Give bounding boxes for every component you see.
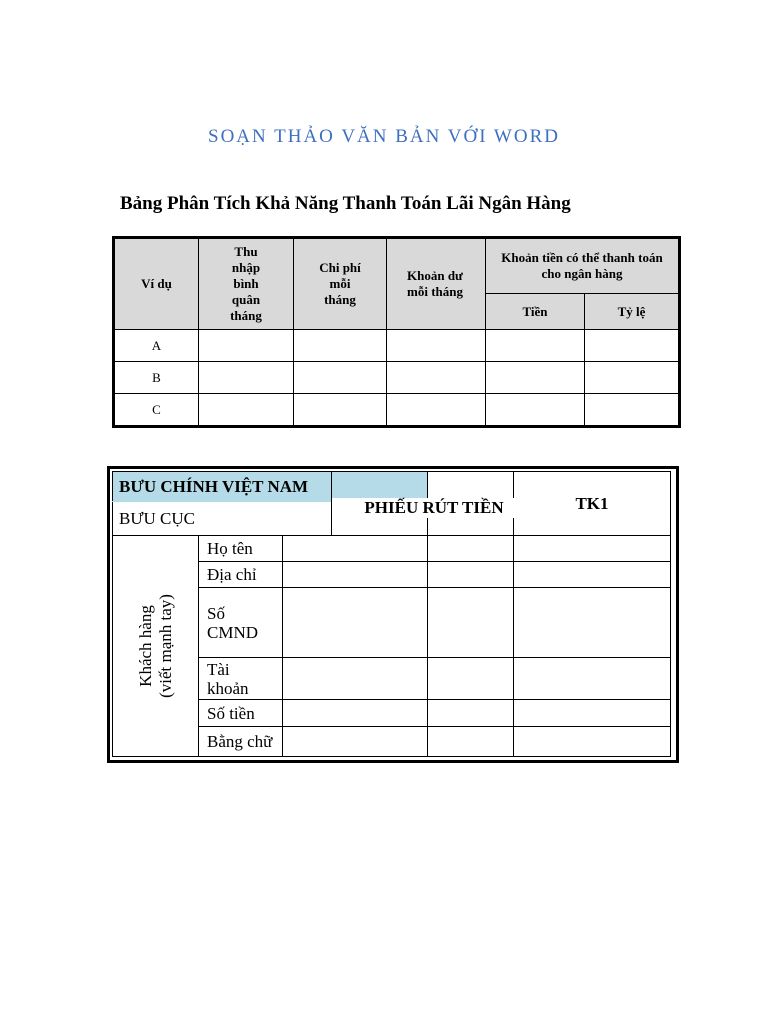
field-address-label: Địa chỉ (199, 562, 283, 588)
table-row (114, 330, 680, 362)
field-id-label: Số CMND (199, 588, 283, 658)
field-words-label: Bằng chữ (199, 727, 283, 757)
analysis-table (112, 236, 681, 428)
customer-side-label (113, 536, 199, 757)
page-header: SOẠN THẢO VĂN BẢN VỚI WORD (208, 126, 560, 147)
field-amount-label: Số tiền (199, 700, 283, 727)
id-input-3[interactable] (514, 588, 671, 658)
cell[interactable] (199, 362, 294, 394)
table-title: Bảng Phân Tích Khả Năng Thanh Toán Lãi Ngân Hàng (120, 193, 571, 214)
amount-input[interactable] (283, 700, 428, 727)
amount-words-input-3[interactable] (514, 727, 671, 757)
id-input-2[interactable] (428, 588, 514, 658)
amount-input-2[interactable] (428, 700, 514, 727)
cell[interactable] (387, 330, 486, 362)
header-surplus: Khoản dư mỗi tháng (387, 238, 486, 330)
cell[interactable] (486, 362, 585, 394)
form-title: PHIẾU RÚT TIỀN (332, 498, 536, 518)
name-input[interactable] (283, 536, 428, 562)
amount-input-3[interactable] (514, 700, 671, 727)
cell[interactable] (387, 394, 486, 427)
header-amount: Tiền (486, 294, 585, 330)
address-input-2[interactable] (428, 562, 514, 588)
cell[interactable] (585, 394, 680, 427)
field-account-label: Tài khoản (199, 658, 283, 700)
cell[interactable] (199, 330, 294, 362)
header-ratio: Tỷ lệ (585, 294, 680, 330)
cell[interactable] (199, 394, 294, 427)
amount-words-input[interactable] (283, 727, 428, 757)
header-example: Ví dụ (114, 238, 199, 330)
cell[interactable] (585, 330, 680, 362)
cell[interactable] (294, 394, 387, 427)
address-input-3[interactable] (514, 562, 671, 588)
header-payable: Khoản tiền có thể thanh toán cho ngân hàng (486, 238, 680, 294)
form-code: TK1 (514, 472, 671, 536)
form-title-divider-left (331, 472, 332, 535)
amount-words-input-2[interactable] (428, 727, 514, 757)
cell[interactable] (585, 362, 680, 394)
name-input-3[interactable] (514, 536, 671, 562)
header-cost: Chi phí mỗi tháng (294, 238, 387, 330)
field-name-label: Họ tên (199, 536, 283, 562)
id-input[interactable] (283, 588, 428, 658)
address-input[interactable] (283, 562, 428, 588)
name-input-2[interactable] (428, 536, 514, 562)
header-income: Thu nhập bình quân tháng (199, 238, 294, 330)
account-input-2[interactable] (428, 658, 514, 700)
office-label: BƯU CỤC (113, 502, 428, 536)
org-name: BƯU CHÍNH VIỆT NAM (113, 472, 428, 502)
cell[interactable] (486, 394, 585, 427)
cell[interactable] (387, 362, 486, 394)
table-row (114, 362, 680, 394)
account-input-3[interactable] (514, 658, 671, 700)
table-row (114, 394, 680, 427)
cell[interactable] (294, 330, 387, 362)
side-label-line1: Khách hàng (135, 605, 155, 687)
row-label: A (114, 330, 199, 362)
cell[interactable] (294, 362, 387, 394)
side-label-line2: (viết mạnh tay) (155, 594, 175, 698)
row-label: B (114, 362, 199, 394)
account-input[interactable] (283, 658, 428, 700)
row-label: C (114, 394, 199, 427)
cell[interactable] (486, 330, 585, 362)
